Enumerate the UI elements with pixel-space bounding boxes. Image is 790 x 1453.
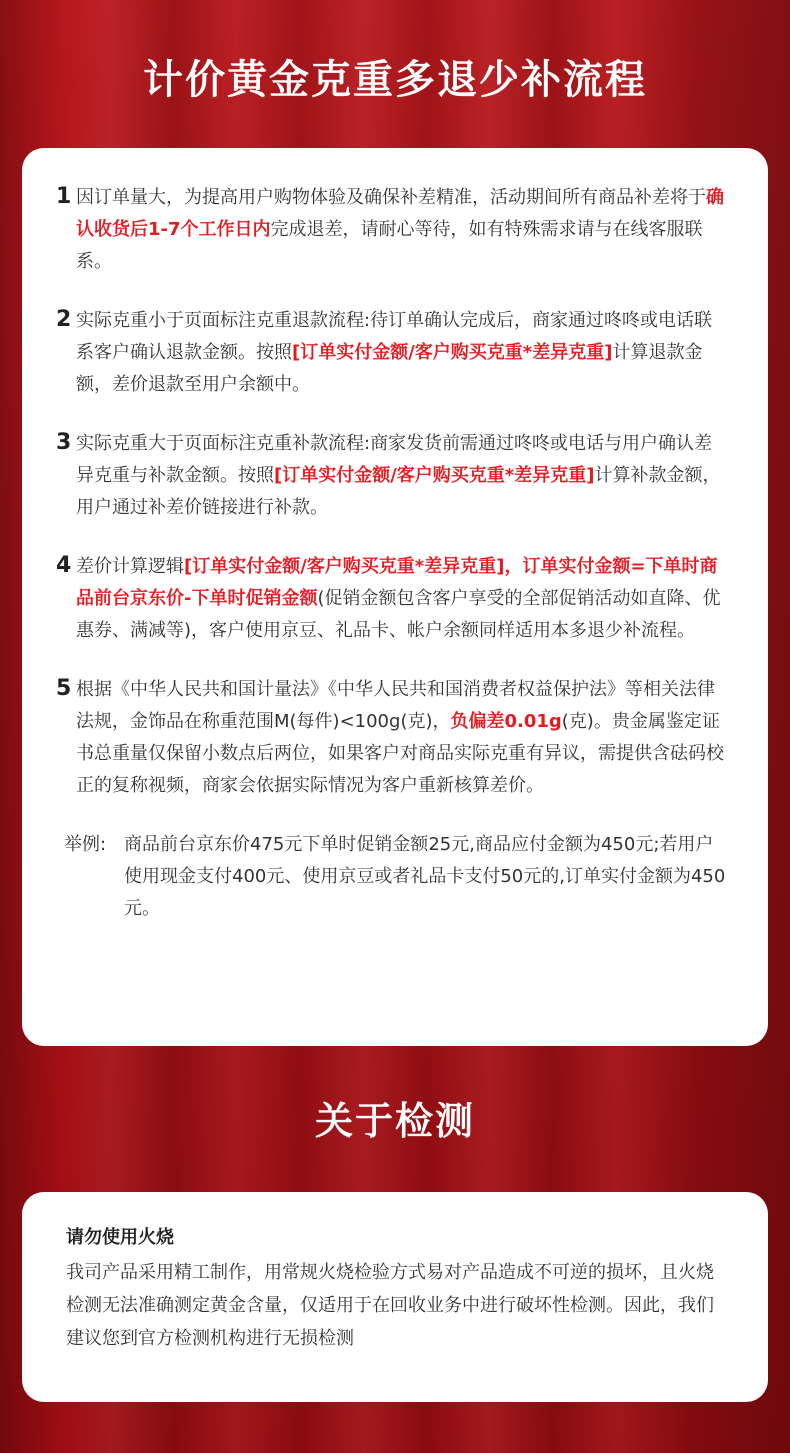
item-number: 4 bbox=[56, 553, 72, 578]
item-text: 因订单量大，为提高用户购物体验及确保补差精准，活动期间所有商品补差将于确认收货后1-7个工作日内完成退差，请耐心等待，如有特殊需求请与在线客服联系。 bbox=[76, 187, 724, 272]
example-block bbox=[56, 829, 728, 925]
testing-heading: 请勿使用火烧 bbox=[66, 1227, 174, 1248]
item-number: 5 bbox=[56, 676, 72, 701]
list-item bbox=[56, 674, 728, 802]
list-item bbox=[56, 551, 728, 647]
list-item bbox=[56, 305, 728, 401]
item-number: 1 bbox=[56, 184, 72, 209]
item-text: 实际克重小于页面标注克重退款流程:待订单确认完成后，商家通过咚咚或电话联系客户确认退款金额。按照[订单实付金额/客户购买克重*差异克重]计算退款金额，差价退款至用户余额中。 bbox=[76, 310, 713, 395]
item-number: 2 bbox=[56, 307, 72, 332]
testing-body: 我司产品采用精工制作，用常规火烧检验方式易对产品造成不可逆的损坏，且火烧检测无法准确测定黄金含量，仅适用于在回收业务中进行破坏性检测。因此，我们建议您到官方检测机构进行无损检测 bbox=[66, 1262, 714, 1349]
item-text: 实际克重大于页面标注克重补款流程:商家发货前需通过咚咚或电话与用户确认差异克重与补款金额。按照[订单实付金额/客户购买克重*差异克重]计算补款金额，用户通过补差价链接进行补款。 bbox=[76, 433, 721, 518]
testing-card bbox=[22, 1192, 768, 1402]
item-text: 差价计算逻辑[订单实付金额/客户购买克重*差异克重]，订单实付金额=下单时商品前台京东价-下单时促销金额(促销金额包含客户享受的全部促销活动如直降、优惠券、满减等)，客户使用京豆、礼品卡、帐户余额同样适用本多退少补流程。 bbox=[76, 556, 721, 641]
list-item bbox=[56, 182, 728, 278]
refund-process-card bbox=[22, 148, 768, 1046]
list-item bbox=[56, 428, 728, 524]
item-number: 3 bbox=[56, 430, 72, 455]
page-title: 计价黄金克重多退少补流程 bbox=[143, 57, 647, 103]
item-text: 根据《中华人民共和国计量法》《中华人民共和国消费者权益保护法》等相关法律法规，金饰品在称重范围M(每件)<100g(克)，负偏差0.01g(克)。贵金属鉴定证书总重量仅保留小数点后两位，如果客户对商品实际克重有异议，需提供含砝码校正的复称视频，商家会依据实际情况为客户重新核算差价。 bbox=[76, 679, 724, 796]
example-text: 商品前台京东价475元下单时促销金额25元,商品应付金额为450元;若用户使用现金支付400元、使用京豆或者礼品卡支付50元的,订单实付金额为450元。 bbox=[124, 834, 726, 919]
section-title: 关于检测 bbox=[314, 1099, 475, 1143]
example-label: 举例: bbox=[64, 834, 107, 855]
